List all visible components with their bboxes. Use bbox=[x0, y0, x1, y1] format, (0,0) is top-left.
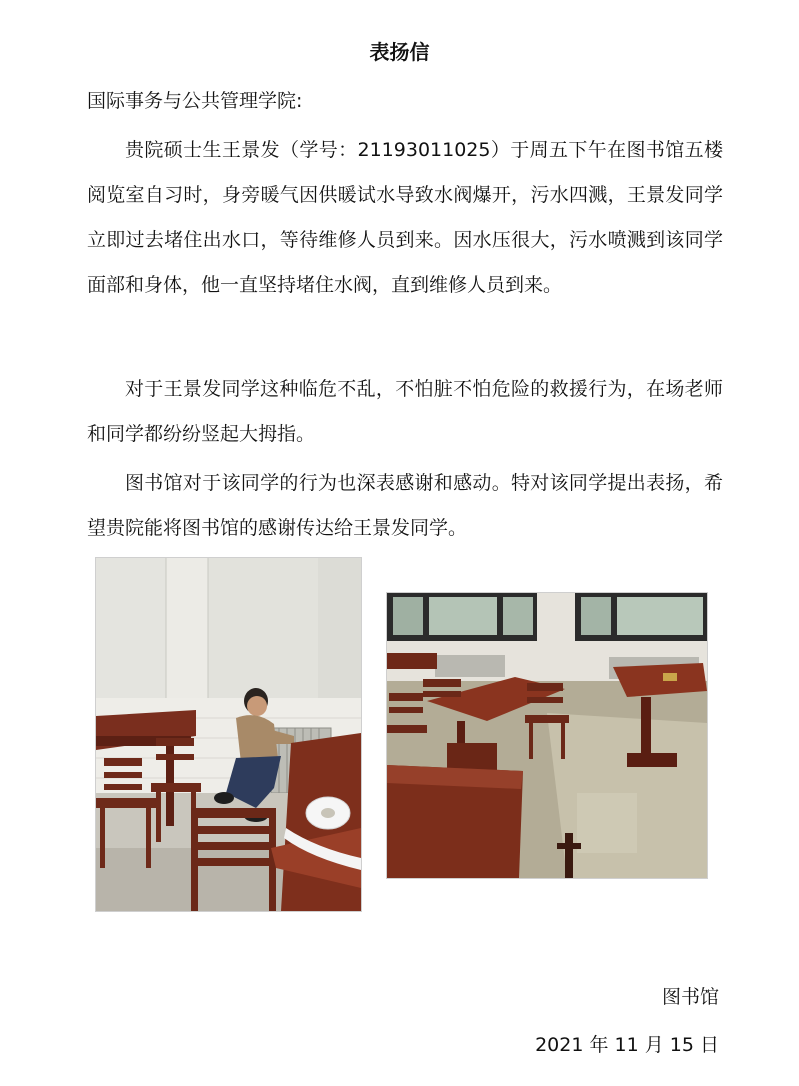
paragraph-praise: 对于王景发同学这种临危不乱，不怕脏不怕危险的救援行为，在场老师和同学都纷纷竖起大拇指。 bbox=[87, 378, 723, 445]
signature: 图书馆 bbox=[661, 986, 719, 1008]
photo-student-blocking-valve bbox=[95, 557, 362, 912]
letter-date: 2021 年 11 月 15 日 bbox=[535, 1034, 719, 1056]
photo-flooded-reading-room bbox=[386, 592, 708, 879]
paragraph-thanks: 图书馆对于该同学的行为也深表感谢和感动。特对该同学提出表扬，希望贵院能将图书馆的感谢传达给王景发同学。 bbox=[87, 472, 723, 539]
paragraph-incident: 贵院硕士生王景发（学号：21193011025）于周五下午在图书馆五楼阅览室自习时，身旁暖气因供暖试水导致水阀爆开，污水四溅，王景发同学立即过去堵住出水口，等待维修人员到来。因水压很大，污水喷溅到该同学面部和身体，他一直坚持堵住水阀，直到维修人员到来。 bbox=[87, 139, 723, 296]
salutation: 国际事务与公共管理学院: bbox=[87, 90, 303, 112]
letter-title: 表扬信 bbox=[369, 40, 430, 64]
